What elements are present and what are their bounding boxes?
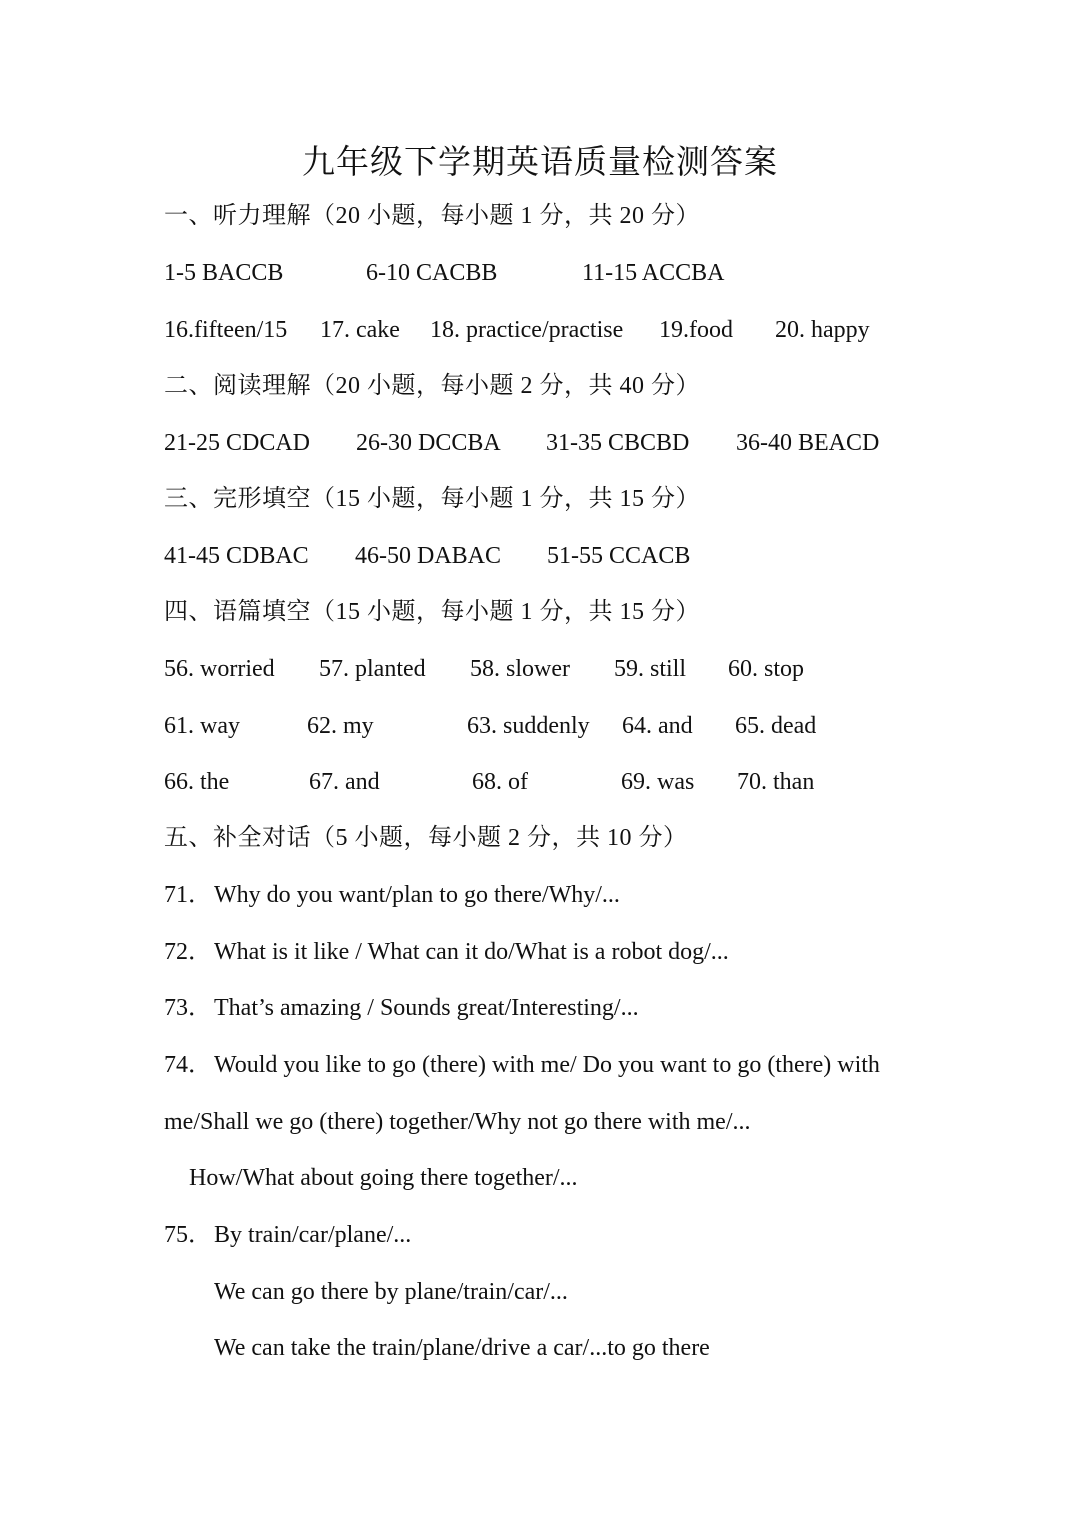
answer-74-number: 74． — [164, 1052, 212, 1078]
answer-61: 61. way — [164, 713, 240, 739]
answer-59: 59. still — [614, 656, 687, 682]
answer-67: 67. and — [309, 769, 380, 795]
answer-60: 60. stop — [728, 656, 805, 682]
answer-58: 58. slower — [470, 656, 570, 682]
section-2-heading: 二、阅读理解（20 小题，每小题 2 分，共 40 分） — [164, 373, 700, 399]
answer-6-10: 6-10 CACBB — [366, 260, 498, 286]
section-5-heading: 五、补全对话（5 小题，每小题 2 分，共 10 分） — [164, 825, 688, 851]
answer-68: 68. of — [472, 769, 528, 795]
answer-62: 62. my — [307, 713, 374, 739]
answer-75-alternative-1: We can go there by plane/train/car/... — [214, 1279, 568, 1305]
answer-74 — [164, 1049, 880, 1081]
answer-63: 63. suddenly — [467, 713, 590, 739]
answer-70: 70. than — [737, 769, 815, 795]
answer-41-45: 41-45 CDBAC — [164, 543, 309, 569]
answer-74-continued: me/Shall we go (there) together/Why not go there with me/... — [164, 1109, 751, 1135]
answer-51-55: 51-55 CCACB — [547, 543, 691, 569]
answer-1-5: 1-5 BACCB — [164, 260, 284, 286]
section-4-heading: 四、语篇填空（15 小题，每小题 1 分，共 15 分） — [164, 599, 700, 625]
page-title: 九年级下学期英语质量检测答案 — [302, 145, 778, 181]
answer-75-text: By train/car/plane/... — [214, 1222, 412, 1248]
answer-19: 19.food — [659, 317, 733, 343]
answer-16: 16.fifteen/15 — [164, 317, 288, 343]
answer-75-number: 75． — [164, 1222, 212, 1248]
answer-21-25: 21-25 CDCAD — [164, 430, 311, 456]
answer-71 — [164, 879, 620, 911]
answer-11-15: 11-15 ACCBA — [582, 260, 725, 286]
answer-74-text: Would you like to go (there) with me/ Do you want to go (there) with — [214, 1052, 880, 1078]
section-1-heading: 一、听力理解（20 小题，每小题 1 分，共 20 分） — [164, 203, 700, 229]
answer-56: 56. worried — [164, 656, 275, 682]
answer-20: 20. happy — [775, 317, 870, 343]
answer-73 — [164, 992, 639, 1024]
answer-46-50: 46-50 DABAC — [355, 543, 502, 569]
answer-17: 17. cake — [320, 317, 400, 343]
answer-26-30: 26-30 DCCBA — [356, 430, 501, 456]
answer-71-text: Why do you want/plan to go there/Why/... — [214, 882, 620, 908]
answer-57: 57. planted — [319, 656, 426, 682]
answer-64: 64. and — [622, 713, 693, 739]
answer-75-alternative-2: We can take the train/plane/drive a car/...to go there — [214, 1335, 710, 1361]
answer-65: 65. dead — [735, 713, 817, 739]
answer-74-alternative: How/What about going there together/... — [189, 1165, 578, 1191]
answer-31-35: 31-35 CBCBD — [546, 430, 690, 456]
answer-36-40: 36-40 BEACD — [736, 430, 880, 456]
answer-66: 66. the — [164, 769, 230, 795]
section-3-heading: 三、完形填空（15 小题，每小题 1 分，共 15 分） — [164, 486, 700, 512]
answer-73-text: That’s amazing / Sounds great/Interesting/... — [214, 995, 639, 1021]
answer-72 — [164, 936, 729, 968]
answer-72-text: What is it like / What can it do/What is a robot dog/... — [214, 939, 729, 965]
answer-71-number: 71． — [164, 882, 212, 908]
answer-73-number: 73． — [164, 995, 212, 1021]
answer-72-number: 72． — [164, 939, 212, 965]
answer-75 — [164, 1219, 411, 1251]
answer-18: 18. practice/practise — [430, 317, 624, 343]
answer-69: 69. was — [621, 769, 695, 795]
